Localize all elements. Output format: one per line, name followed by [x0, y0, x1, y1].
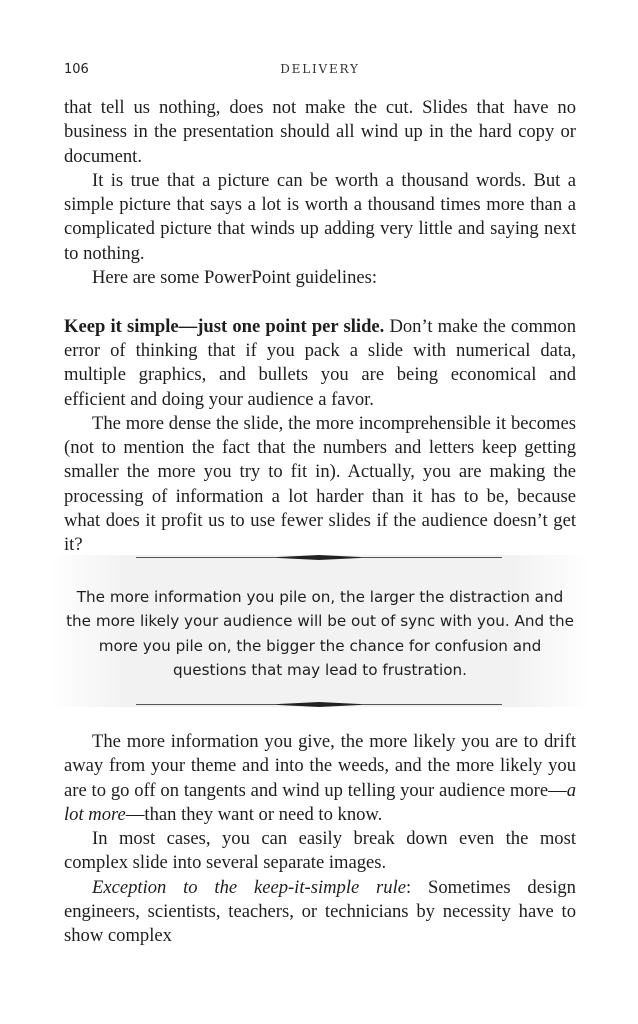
callout-top-rule [136, 555, 502, 560]
pull-quote-callout [50, 555, 590, 707]
paragraph-dense-slide: The more dense the slide, the more incomprehensible it becomes (not to mention the fact that the numbers and letters keep getting smaller the more you try to fit in). Actually, you are making the processing of information a lot harder than it has to be, because what does it profit us to use fewer slides if the audience doesn’t get it? [64, 412, 576, 556]
guideline-heading: Keep it simple—just one point per slide. [64, 315, 385, 337]
lower-body-text [64, 730, 576, 949]
paragraph-drift-away [64, 730, 576, 827]
paragraph-keep-it-simple [64, 315, 576, 412]
guideline-body: Don’t make the common error of thinking that if you pack a slide with numerical data, multiple graphics, and bullets you are being economical and efficient and doing your audience a favor. [64, 315, 576, 410]
exception-heading: Exception to the keep-it-simple rule [92, 876, 407, 898]
chapter-title: DELIVERY [280, 62, 360, 76]
callout-text: The more information you pile on, the larger the distraction and the more likely your audience will be out of sync with you. And the more you pile on, the bigger the chance for confusion and questions that may lead to frustration. [66, 588, 574, 680]
drift-text-emphasis: a lot more [64, 779, 576, 825]
drift-text-start: The more information you give, the more likely you are to drift away from your theme and into the weeds, and the more likely you are to go off on tangents and wind up telling your audience more— [64, 731, 576, 801]
exception-body: : Sometimes design engineers, scientists, teachers, or technicians by necessity have to show complex [64, 876, 576, 947]
drift-text-end: —than they want or need to know. [125, 803, 383, 825]
upper-body-text [64, 96, 576, 558]
callout-bottom-rule [136, 702, 502, 707]
paragraph-exception [64, 876, 576, 949]
running-head [64, 62, 576, 80]
paragraph-break-down: In most cases, you can easily break down even the most complex slide into several separate images. [64, 828, 576, 874]
paragraph-picture-worth: It is true that a picture can be worth a thousand words. But a simple picture that says a lot is worth a thousand times more than a complicated picture that winds up adding very little and saying next to nothing. [64, 169, 576, 264]
paragraph-guidelines-intro: Here are some PowerPoint guidelines: [92, 267, 378, 289]
paragraph-continuation: that tell us nothing, does not make the cut. Slides that have no business in the presentation should all wind up in the hard copy or document. [64, 97, 576, 167]
page-number: 106 [64, 62, 89, 77]
